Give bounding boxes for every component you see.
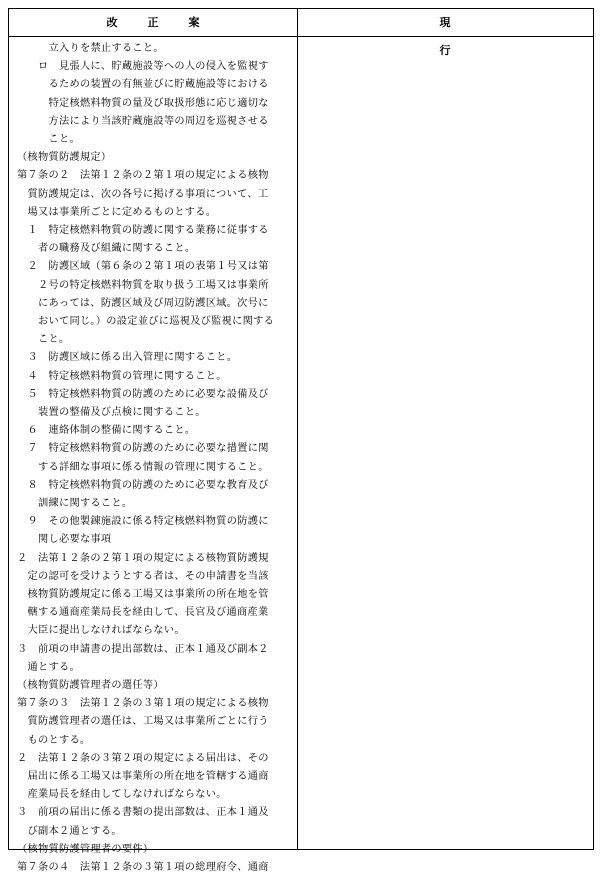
text-line: 第７条の４ 法第１２条の３第１項の総理府令、通商 <box>17 862 269 873</box>
text-line: 定の認可を受けようとする者は、その申請書を当該 <box>27 570 269 582</box>
text-line: （核物質防護規定） <box>17 152 112 164</box>
text-line: るための装置の有無並びに貯蔵施設等における <box>48 79 269 91</box>
text-line: 大臣に提出しなければならない。 <box>27 625 185 637</box>
text-line: ４ 特定核燃料物質の管理に関すること。 <box>27 370 227 382</box>
text-line: ３ 前項の申請書の提出部数は、正本１通及び副本２ <box>17 643 269 655</box>
text-line: （核物質防護管理者の要件） <box>17 843 154 855</box>
text-line: び副本２通とする。 <box>27 825 122 837</box>
text-line: 特定核燃料物質の量及び取扱形態に応じ適切な <box>48 97 269 109</box>
text-line: ロ 見張人に、貯蔵施設等への人の侵入を監視す <box>38 61 269 73</box>
text-line: 第７条の３ 法第１２条の３第１項の規定による核物 <box>17 698 269 710</box>
text-line: ９ その他製錬施設に係る特定核燃料物質の防護に <box>27 516 269 528</box>
text-line: １ 特定核燃料物質の防護に関する業務に従事する <box>27 225 269 236</box>
text-line: こと。 <box>48 134 80 145</box>
text-line: ２ 法第１２条の３第２項の規定による届出は、その <box>17 752 269 764</box>
text-line: 立入りを禁止すること。 <box>48 43 164 54</box>
text-line: 通とする。 <box>27 661 80 673</box>
text-line: ２ 防護区域（第６条の２第１項の表第１号又は第 <box>27 261 269 273</box>
text-line: 訓練に関すること。 <box>38 498 133 509</box>
text-line: ８ 特定核燃料物質の防護のために必要な教育及び <box>27 479 269 491</box>
text-line: 第７条の２ 法第１２条の２第１項の規定による核物 <box>17 170 269 182</box>
text-line: こと。 <box>38 334 70 346</box>
text-line: 質防護管理者の選任は、工場又は事業所ごとに行う <box>27 716 269 728</box>
text-line: ３ 防護区域に係る出入管理に関すること。 <box>27 352 238 364</box>
text-line: 関し必要な事項 <box>38 534 112 546</box>
text-line: 場又は事業所ごとに定めるものとする。 <box>27 206 217 218</box>
text-line: 産業局長を経由してしなければならない。 <box>27 789 227 801</box>
text-line: 核物質防護規定に係る工場又は事業所の所在地を管 <box>27 589 269 600</box>
text-line: 方法により当該貯蔵施設等の周辺を巡視させる <box>48 115 269 127</box>
column-divider <box>297 9 298 849</box>
text-line: おいて同じ。）の設定並びに巡視及び監視に関する <box>38 316 275 327</box>
text-line: 質防護規定は、次の各号に掲げる事項について、工 <box>27 188 269 200</box>
text-line: ２ 法第１２条の２第１項の規定による核物質防護規 <box>17 552 269 564</box>
header-amendment: 改正案 <box>106 16 230 29</box>
text-line: ７ 特定核燃料物質の防護のために必要な措置に関 <box>27 443 269 455</box>
text-line: にあっては、防護区域及び周辺防護区域。次号に <box>38 297 269 309</box>
comparison-table <box>8 8 594 873</box>
text-line: 届出に係る工場又は事業所の所在地を管轄する通商 <box>27 771 269 782</box>
text-line: （核物質防護管理者の選任等） <box>17 680 164 691</box>
text-line: 装置の整備及び点検に関すること。 <box>38 407 206 418</box>
text-line: する詳細な事項に係る情報の管理に関すること。 <box>38 461 269 473</box>
header-current: 現行 <box>439 16 561 57</box>
text-line: ６ 連絡体制の整備に関すること。 <box>27 425 196 437</box>
text-line: ３ 前項の届出に係る書類の提出部数は、正本１通及 <box>17 807 269 819</box>
text-line: 轄する通商産業局長を経由して、長官及び通商産業 <box>27 607 269 619</box>
text-line: ５ 特定核燃料物質の防護のために必要な設備及び <box>27 388 269 400</box>
text-line: ものとする。 <box>27 734 91 746</box>
text-line: ２号の特定核燃料物質を取り扱う工場又は事業所 <box>38 279 269 291</box>
text-line: 者の職務及び組織に関すること。 <box>38 243 196 255</box>
